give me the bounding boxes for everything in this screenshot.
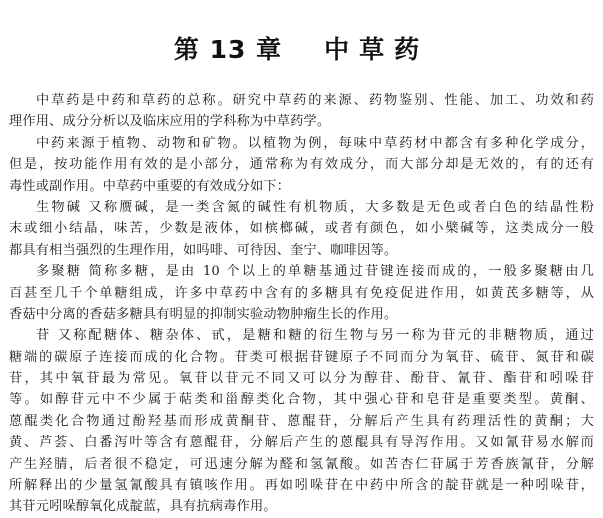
text-line: 都具有相当强烈的生理作用，如吗啡、可待因、奎宁、咖啡因等。: [9, 242, 398, 258]
text-line: 黄、芦荟、白番泻叶等含有蒽醌苷，分解后产生的蒽醌具有导泻作用。又如氰苷易水解而: [9, 435, 594, 451]
text-line: 苷 又称配糖体、糖杂体、甙，是糖和糖的衍生物与另一称为苷元的非糖物质，通过: [36, 328, 594, 344]
text-line: 中草药是中药和草药的总称。研究中草药的来源、药物鉴别、性能、加工、功效和药: [36, 93, 594, 108]
text-line: 多聚糖 简称多糖，是由 10 个以上的单糖基通过苷键连接而成的，一般多聚糖由几: [36, 264, 594, 280]
text-line: 中药来源于植物、动物和矿物。以植物为例，每味中草药材中都含有多种化学成分，: [36, 135, 594, 151]
chapter-name: 中草药: [324, 35, 430, 64]
body-text: [0, 90, 603, 518]
text-line: 所解释出的少量氢氰酸具有镇咳作用。再如吲哚苷在中药中所含的靛苷就是一种吲哚苷，: [9, 478, 594, 494]
text-line: 末或细小结晶，味苦，少数是液体，如槟榔碱，或者有颜色，如小檗碱等，这类成分一般: [9, 221, 594, 237]
text-line: 糖端的碳原子连接而成的化合物。苷类可根据苷键原子不同而分为氧苷、硫苷、氮苷和碳: [9, 349, 594, 365]
text-line: 其苷元吲哚醇氧化成靛蓝，具有抗病毒作用。: [9, 499, 277, 515]
paragraph-sources: [0, 133, 603, 197]
text-line: 百甚至几千个单糖组成，许多中草药中含有的多糖具有免疫促进作用，如黄芪多糖等，从: [9, 285, 594, 301]
text-line: 等。如醇苷元中不少属于萜类和甾醇类化合物，其中强心苷和皂苷是重要类型。黄酮、: [9, 392, 594, 408]
text-line: 生物碱 又称赝碱，是一类含氮的碱性有机物质，大多数是无色或者白色的结晶性粉: [36, 199, 594, 215]
chapter-title: [0, 30, 603, 66]
paragraph-glycosides: [0, 325, 603, 518]
text-line: 苷，其中氧苷最为常见。氧苷以苷元不同又可以分为醇苷、酚苷、氰苷、酯苷和吲哚苷: [9, 371, 594, 387]
text-line: 产生羟腈，后者很不稳定，可迅速分解为醛和氢氰酸。如苦杏仁苷属于芳香族氰苷，分解: [9, 456, 594, 472]
chapter-number: 第 13 章: [173, 35, 283, 64]
paragraph-alkaloids: [0, 197, 603, 261]
text-line: 但是，按功能作用有效的是小部分，通常称为有效成分，而大部分却是无效的，有的还有: [9, 157, 594, 173]
text-line: 蒽醌类化合物通过酚羟基而形成黄酮苷、蒽醌苷，分解后产生具有药理活性的黄酮；大: [9, 413, 594, 429]
text-line: 香菇中分离的香菇多糖具有明显的抑制实验动物肿瘤生长的作用。: [9, 306, 398, 322]
text-line: 理作用、成分分析以及临床应用的学科称为中草药学。: [9, 114, 331, 130]
paragraph-polysaccharides: [0, 261, 603, 325]
text-line: 毒性或副作用。中草药中重要的有效成分如下：: [9, 178, 291, 194]
paragraph-intro: [0, 90, 603, 133]
